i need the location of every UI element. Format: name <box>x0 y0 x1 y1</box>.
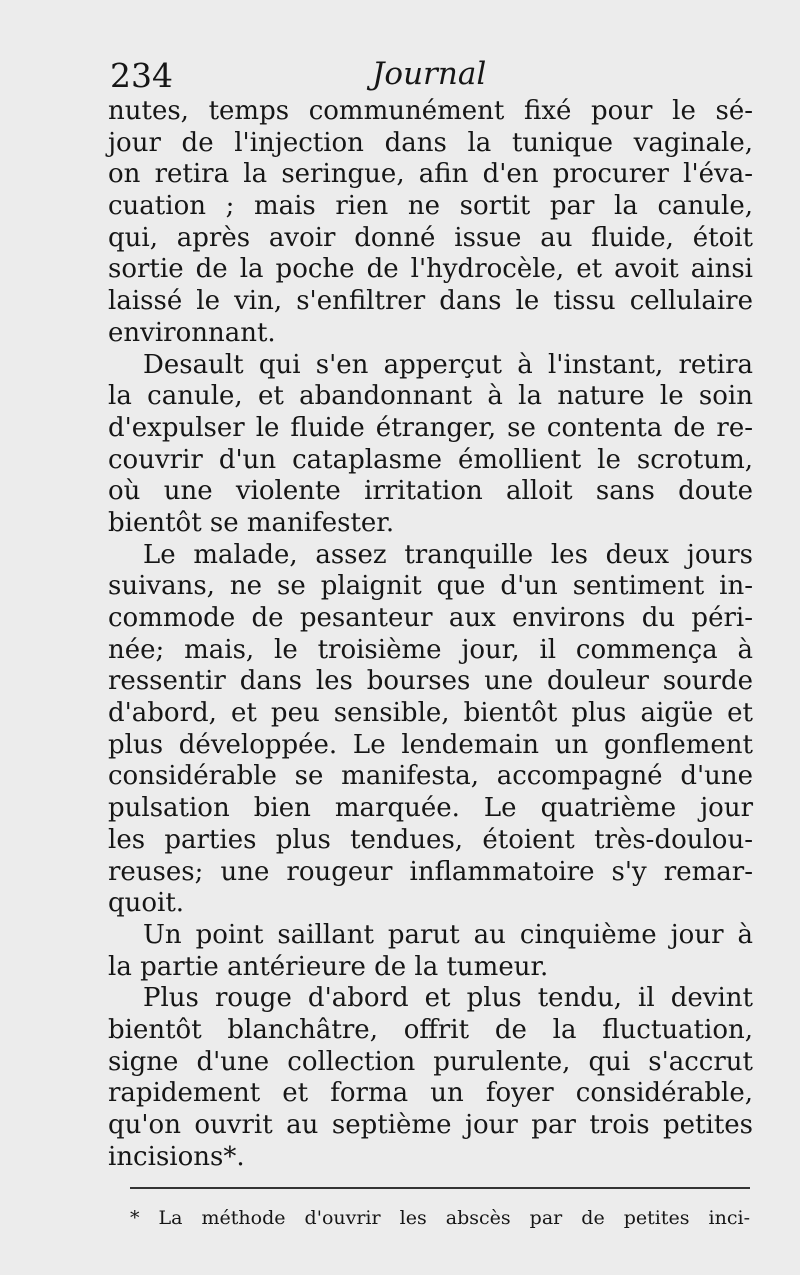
text-line: couvrir d'un cataplasme émollient le scrotum, <box>108 444 753 475</box>
page-header <box>110 56 755 100</box>
text-line: où une violente irritation alloit sans doute <box>108 476 753 507</box>
text-line: cuation ; mais rien ne sortit par la canule, <box>108 191 753 222</box>
text-line: quoit. <box>108 888 185 919</box>
text-line: rapidement et forma un foyer considérable, <box>108 1078 753 1109</box>
text-line: née; mais, le troisième jour, il commença à <box>108 634 753 665</box>
text-line: signe d'une collection purulente, qui s'accrut <box>108 1046 753 1077</box>
text-line: sortie de la poche de l'hydrocèle, et avoit ainsi <box>108 254 753 285</box>
text-line: pulsation bien marquée. Le quatrième jour <box>108 793 753 824</box>
text-line: Plus rouge d'abord et plus tendu, il devint <box>143 983 753 1014</box>
running-head: Journal <box>372 56 487 92</box>
text-line: considérable se manifesta, accompagné d'une <box>108 761 753 792</box>
text-line: reuses; une rougeur inflammatoire s'y remar- <box>108 856 753 887</box>
text-line: incisions*. <box>108 1141 245 1172</box>
page-number: 234 <box>110 56 173 95</box>
text-line: laissé le vin, s'enfiltrer dans le tissu cellulaire <box>108 286 753 317</box>
text-line: environnant. <box>108 317 276 348</box>
text-line: on retira la seringue, afin d'en procurer l'éva- <box>108 159 753 190</box>
text-line: suivans, ne se plaignit que d'un sentiment in- <box>108 571 753 602</box>
text-line: Un point saillant parut au cinquième jour à <box>143 919 753 950</box>
text-line: la partie antérieure de la tumeur. <box>108 951 549 982</box>
text-line: Desault qui s'en apperçut à l'instant, retira <box>143 349 753 380</box>
text-line: plus développée. Le lendemain un gonflement <box>108 729 753 760</box>
text-line: jour de l'injection dans la tunique vaginale, <box>108 127 753 158</box>
text-line: qu'on ouvrit au septième jour par trois petites <box>108 1110 753 1140</box>
text-line: Le malade, assez tranquille les deux jours <box>143 539 753 570</box>
text-line: qui, après avoir donné issue au fluide, étoit <box>108 222 753 253</box>
text-line: nutes, temps communément fixé pour le sé- <box>108 96 753 126</box>
text-line: commode de pesanteur aux environs du péri- <box>108 603 753 633</box>
text-line: ressentir dans les bourses une douleur sourde <box>108 666 753 697</box>
text-line: la canule, et abandonnant à la nature le soin <box>108 381 753 412</box>
body-text <box>108 96 753 1173</box>
text-line: d'expulser le fluide étranger, se contenta de re- <box>108 412 753 443</box>
text-line: les parties plus tendues, étoient très-doulou- <box>108 824 753 855</box>
text-line: bientôt se manifester. <box>108 507 395 538</box>
text-line: d'abord, et peu sensible, bientôt plus aigüe et <box>108 698 753 729</box>
footnote-rule <box>130 1187 750 1189</box>
footnote: * La méthode d'ouvrir les abscès par de petites inci- <box>130 1207 750 1229</box>
text-line: bientôt blanchâtre, offrit de la fluctuation, <box>108 1014 753 1045</box>
